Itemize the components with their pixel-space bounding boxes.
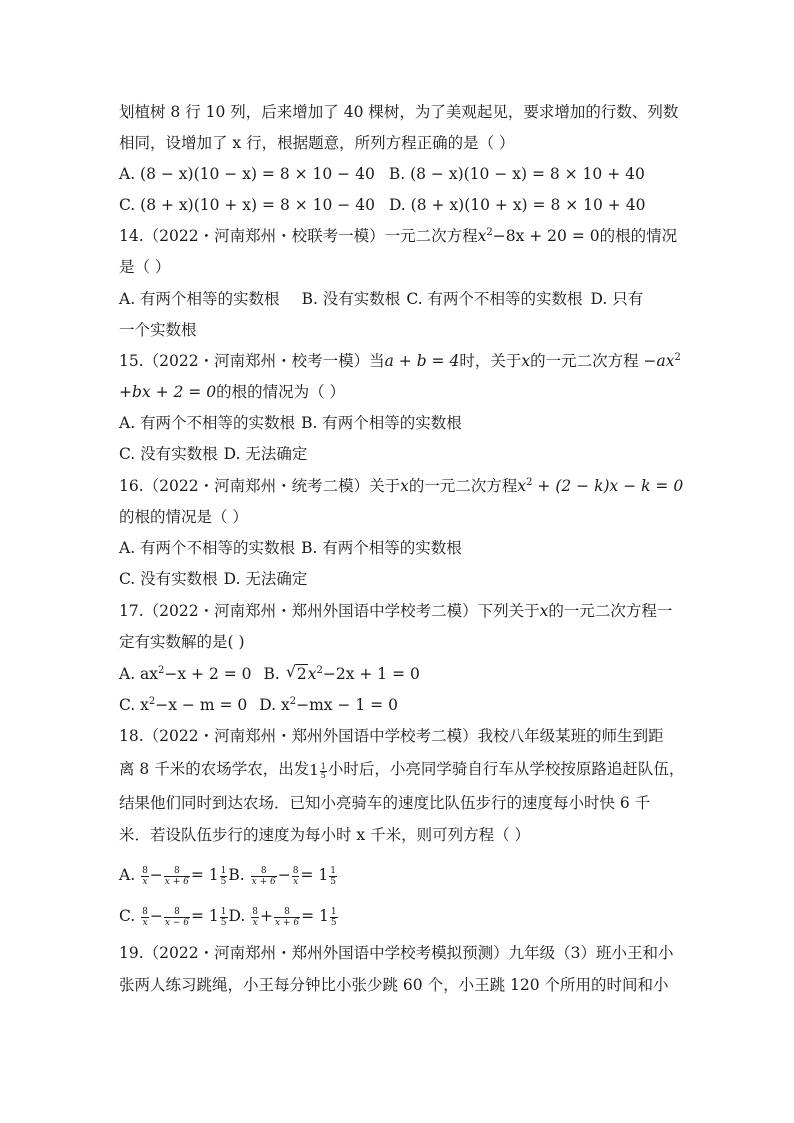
frac-num: 8 <box>252 906 258 917</box>
q18-d-op: + <box>259 907 273 925</box>
q18-c-frac-2 <box>164 907 190 928</box>
q15-options-cd <box>119 443 676 465</box>
frac-num: 8 <box>164 907 190 918</box>
q17-option-c-rest: −x − m = 0 <box>155 696 248 714</box>
q18-b-mixed <box>329 866 337 887</box>
q15-stem-line-1 <box>119 350 681 372</box>
q16-stem-line-1 <box>119 475 684 497</box>
q16-eq-exponent: 2 <box>526 477 533 488</box>
q14-stem-line-1 <box>119 225 676 247</box>
q15-mid: 时，关于 <box>459 352 522 370</box>
q17-options-ab <box>119 663 676 685</box>
q15-option-b: B. 有两个相等的实数根 <box>301 414 462 432</box>
q18-d-frac-1 <box>251 907 259 928</box>
q17-var: x <box>539 602 549 620</box>
q14-options <box>119 288 676 310</box>
q18-b-eq: = 1 <box>300 866 329 884</box>
q16-option-a: A. 有两个不相等的实数根 <box>119 539 296 557</box>
q16-eq-var: x <box>517 477 527 495</box>
frac-den: 5 <box>330 876 336 887</box>
q18-options-ab <box>119 864 676 886</box>
q18-stem-line-3: 结果他们同时到达农场．已知小亮骑车的速度比队伍步行的速度每小时快 6 千 <box>119 794 651 812</box>
frac-num: 8 <box>274 907 300 918</box>
frac-num: 8 <box>251 866 277 877</box>
frac-den: x + 6 <box>251 876 276 887</box>
frac-num: 1 <box>220 865 227 876</box>
q13-text-line-1: 划植树 8 行 10 列，后来增加了 40 棵树，为了美观起见，要求增加的行数、列数 <box>119 103 679 121</box>
q13-option-a: A. (8 − x)(10 − x) = 8 × 10 − 40 <box>119 165 375 183</box>
q17-suffix: 的一元二次方程一 <box>548 602 673 620</box>
q17-option-a-exponent: 2 <box>158 665 165 676</box>
q17-option-b-rest: −2x + 1 = 0 <box>322 665 420 683</box>
q16-options-cd <box>119 568 676 590</box>
q18-c-frac-1 <box>141 907 149 928</box>
q14-stem-line-2: 是（ ） <box>119 258 171 276</box>
frac-den: 5 <box>330 917 337 928</box>
q18-stem-line-2 <box>119 758 685 780</box>
q18-d-eq: = 1 <box>301 907 329 925</box>
frac-num: 1 <box>330 865 336 876</box>
q16-options-ab <box>119 537 676 559</box>
frac-den: x + 6 <box>274 917 300 928</box>
q15-option-a: A. 有两个不相等的实数根 <box>119 414 296 432</box>
q18-stem-line-4: 米．若设队伍步行的速度为每小时 x 千米，则可列方程（ ） <box>119 826 531 844</box>
q13-text-line-2: 相同，设增加了 x 行，根据题意，所列方程正确的是（ ） <box>119 134 515 152</box>
q16-prefix: 16.（2022・河南郑州・统考二模）关于 <box>119 477 401 495</box>
q17-option-b-exponent: 2 <box>316 665 323 676</box>
radical-icon: √ <box>285 662 297 681</box>
q18-b-op: − <box>277 866 291 884</box>
q14-eq-var: x <box>477 227 487 245</box>
q14-eq-exponent: 2 <box>486 227 493 238</box>
q15-mid2: 的一元二次方程 − <box>530 352 657 370</box>
q13-option-b: B. (8 − x)(10 − x) = 8 × 10 + 40 <box>388 165 645 183</box>
q17-options-cd <box>119 694 676 716</box>
frac-den: x <box>142 917 148 928</box>
q19-stem-line-1: 19.（2022・河南郑州・郑州外国语中学校考模拟预测）九年级（3）班小王和小 <box>119 944 674 962</box>
q18-mixed-whole: 1 <box>309 761 319 779</box>
q16-option-b: B. 有两个相等的实数根 <box>301 539 462 557</box>
q13-option-d: D. (8 + x)(10 + x) = 8 × 10 + 40 <box>388 196 646 214</box>
q18-c-op: − <box>149 907 163 925</box>
q14-option-a: A. 有两个相等的实数根 <box>119 290 280 308</box>
q18-b-frac-1 <box>251 866 277 887</box>
q16-var: x <box>400 477 409 495</box>
q17-option-b-radicand: 2 <box>296 665 307 683</box>
q17-option-c-exponent: 2 <box>148 696 156 707</box>
q14-prefix: 14.（2022・河南郑州・校联考一模）一元二次方程 <box>119 227 478 245</box>
q15-var: x <box>521 352 531 370</box>
q17-option-b-sqrt <box>286 663 308 685</box>
q19-stem-line-2: 张两人练习跳绳，小王每分钟比小张少跳 60 个，小王跳 120 个所用的时间和小 <box>119 976 669 994</box>
q17-option-d-term: D. x <box>259 696 290 714</box>
q14-eq-rest: −8x + 20 = 0 <box>492 227 600 245</box>
q17-option-c-term: C. x <box>119 696 149 714</box>
q17-option-a-rest: −x + 2 = 0 <box>164 665 252 683</box>
q18-c-eq: = 1 <box>190 907 219 925</box>
q18-line2-pre: 离 8 千米的农场学农，出发 <box>119 760 310 778</box>
q13-option-c: C. (8 + x)(10 + x) = 8 × 10 − 40 <box>119 196 375 214</box>
q15-prefix: 15.（2022・河南郑州・校考一模）当 <box>119 352 385 370</box>
q18-b-frac-2 <box>292 866 300 887</box>
q16-option-c: C. 没有实数根 <box>119 570 218 588</box>
q18-a-frac-2 <box>164 866 190 887</box>
q17-option-b-var: x <box>307 665 317 683</box>
q18-mixed-num: 1 <box>320 761 326 771</box>
q14-option-d-continued: 一个实数根 <box>119 321 197 339</box>
q17-option-d-exponent: 2 <box>289 696 297 707</box>
q18-a-frac-1 <box>141 866 149 887</box>
q18-option-c-label: C. <box>119 907 136 925</box>
q17-option-b-label: B. <box>263 665 280 683</box>
q13-options-cd <box>119 194 676 216</box>
frac-num: 1 <box>220 906 227 917</box>
frac-den: x <box>142 876 148 887</box>
q18-d-mixed <box>330 907 338 928</box>
q16-mid: 的一元二次方程 <box>408 477 518 495</box>
q18-c-mixed <box>220 907 228 928</box>
frac-den: x − 6 <box>164 917 189 928</box>
q18-a-mixed <box>220 866 228 887</box>
frac-den: x <box>293 876 299 887</box>
frac-den: x <box>252 917 258 928</box>
q18-a-op: − <box>149 866 163 884</box>
frac-num: 8 <box>292 865 299 876</box>
q15-option-d: D. 无法确定 <box>223 445 308 463</box>
q13-options-ab <box>119 163 676 185</box>
q18-mixed-number <box>309 759 328 781</box>
q15-stem-line-2 <box>119 381 676 403</box>
q18-line2-post: 小时后，小亮同学骑自行车从学校按原路追赶队伍， <box>327 760 685 778</box>
frac-den: 5 <box>220 876 227 887</box>
q15-eq-term: ax <box>656 352 675 370</box>
q18-option-b-label: B. <box>228 866 245 884</box>
q17-stem-line-1 <box>119 600 676 622</box>
q14-option-c: C. 有两个不相等的实数根 <box>406 290 583 308</box>
q17-option-d-rest: −mx − 1 = 0 <box>296 696 398 714</box>
q16-option-d: D. 无法确定 <box>223 570 308 588</box>
q14-option-b: B. 没有实数根 <box>301 290 401 308</box>
q15-eq-rest: +bx + 2 = 0 <box>119 383 217 401</box>
frac-num: 8 <box>142 865 148 876</box>
frac-num: 8 <box>142 906 148 917</box>
q17-stem-line-2: 定有实数解的是( ) <box>119 633 245 651</box>
q18-d-frac-2 <box>274 907 300 928</box>
frac-den: x + 6 <box>164 876 189 887</box>
q18-stem-line-1: 18.（2022・河南郑州・郑州外国语中学校考二模）我校八年级某班的师生到距 <box>119 727 664 745</box>
q17-prefix: 17.（2022・河南郑州・郑州外国语中学校考二模）下列关于 <box>119 602 540 620</box>
q18-a-eq: = 1 <box>190 866 219 884</box>
q18-mixed-den: 5 <box>320 770 326 780</box>
frac-den: 5 <box>220 917 227 928</box>
q15-option-c: C. 没有实数根 <box>119 445 218 463</box>
q16-eq-rest: + (2 − k)x − k = 0 <box>532 477 684 495</box>
q14-option-d-start: D. 只有 <box>590 290 644 308</box>
frac-num: 1 <box>330 906 337 917</box>
q15-eq-exponent: 2 <box>674 352 681 363</box>
q17-option-a-term: A. ax <box>119 665 159 683</box>
q15-condition: a + b = 4 <box>384 352 460 370</box>
q18-option-d-label: D. <box>228 907 246 925</box>
q16-stem-line-2: 的根的情况是（ ） <box>119 508 248 526</box>
q18-option-a-label: A. <box>119 866 136 884</box>
frac-num: 8 <box>164 866 190 877</box>
q15-options-ab <box>119 412 676 434</box>
q15-suffix: 的根的情况为（ ） <box>216 383 345 401</box>
q14-suffix: 的根的情况 <box>599 227 678 245</box>
q18-options-cd <box>119 905 676 927</box>
